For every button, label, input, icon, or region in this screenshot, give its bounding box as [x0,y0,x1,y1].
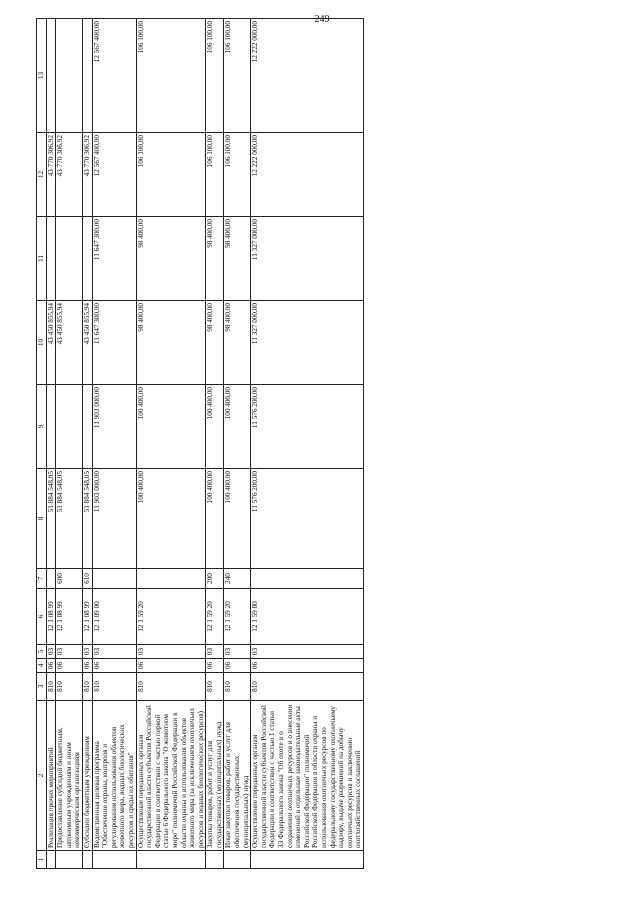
cell-code [136,569,206,589]
cell-value [56,19,83,133]
cell-value: 98 400,00 [224,217,251,301]
cell-value: 11 327 000,00 [251,217,364,301]
cell-value [82,217,92,301]
table-row [136,19,206,869]
cell-value [56,385,83,469]
cell-value: 100 400,00 [224,469,251,569]
cell-value: 98 400,00 [206,217,224,301]
cell-code: 12 1 59 20 [136,589,206,645]
cell-value: 43 770 306,92 [82,133,92,217]
header-cell: 1 [37,851,47,869]
cell-value: 11 647 300,00 [92,217,136,301]
cell-value: 51 884 548,05 [82,469,92,569]
cell-value [56,217,83,301]
budget-table-sheet [36,19,580,869]
cell-value: 98 400,00 [136,301,206,385]
table-row [224,19,251,869]
cell-code: 810 [224,673,251,701]
header-cell: 9 [37,385,47,469]
row-name: Ведомственная целевая программа "Обеспечение охраны, контроля и регулирования использования объектов животного мира, водных биологических ресурсов и среды их обитания" [92,701,136,851]
row-name: Осуществление переданных органам государственной власти субъектов Российской Федерации в соответствии с частью 1 статьи 33 Федерального закона "Об охоте и о сохранении охотничьих ресурсов и о внесении изменений в отдельные законодательные акты Российской Федерации" полномочий Российской Федерации в области охраны и использования охотничьих ресурсов по федеральному государственному охотничьему надзору, выдаче разрешений на добычу охотничьих ресурсов и заключению охотхозяйственных соглашений [251,701,364,851]
cell-value [46,217,56,301]
cell-code: 06 [251,659,364,673]
header-cell: 12 [37,133,47,217]
cell-code: 810 [82,673,92,701]
cell-value: 11 903 000,00 [92,385,136,469]
cell-value [46,385,56,469]
cell-value: 98 400,00 [224,301,251,385]
cell-code: 810 [46,673,56,701]
header-row [37,19,47,869]
header-cell: 7 [37,569,47,589]
cell-code: 03 [136,645,206,659]
cell-code: 03 [206,645,224,659]
cell-code: 06 [92,659,136,673]
row-name: Реализация прочих мероприятий [46,701,56,851]
cell-code [46,569,56,589]
cell-value: 106 100,00 [206,19,224,133]
cell-value: 106 100,00 [136,19,206,133]
cell-value: 100 400,00 [206,469,224,569]
header-cell: 3 [37,673,47,701]
cell-code: 03 [251,645,364,659]
cell-code: 06 [46,659,56,673]
cell-value: 43 770 306,92 [46,133,56,217]
cell-code: 810 [251,673,364,701]
cell-value [46,19,56,133]
cell-code: 810 [136,673,206,701]
budget-table [36,18,364,869]
cell-code: 12 1 59 20 [206,589,224,645]
cell-value: 43 450 855,94 [56,301,83,385]
cell-code: 810 [92,673,136,701]
cell-value: 12 222 000,00 [251,19,364,133]
cell-code: 12 1 59 80 [251,589,364,645]
cell-code: 12 1 09 00 [92,589,136,645]
cell-code: 810 [56,673,83,701]
cell-value: 100 400,00 [224,385,251,469]
cell-value: 106 100,00 [224,133,251,217]
cell-code: 03 [224,645,251,659]
cell-value: 11 647 300,00 [92,301,136,385]
header-cell: 10 [37,301,47,385]
cell-code: 06 [206,659,224,673]
cell-code: 200 [206,569,224,589]
header-cell: 8 [37,469,47,569]
cell-code: 06 [82,659,92,673]
cell-value [82,19,92,133]
cell-value: 12 567 400,00 [92,19,136,133]
header-cell: 6 [37,589,47,645]
cell-value: 51 884 548,05 [56,469,83,569]
row-name: Предоставление субсидий бюджетным, автономным учреждениям и иным некоммерческим организациям [56,701,83,851]
cell-value: 106 100,00 [136,133,206,217]
cell-code: 240 [224,569,251,589]
cell-value: 98 400,00 [136,217,206,301]
cell-code: 03 [82,645,92,659]
cell-value: 106 100,00 [206,133,224,217]
cell-value: 11 903 000,00 [92,469,136,569]
cell-value: 100 400,00 [136,469,206,569]
cell-value: 100 400,00 [136,385,206,469]
cell-value: 11 576 200,00 [251,469,364,569]
cell-code: 600 [56,569,83,589]
cell-value [82,385,92,469]
cell-code: 810 [206,673,224,701]
cell-value: 98 400,00 [206,301,224,385]
cell-code: 12 1 08 99 [56,589,83,645]
row-name: Осуществление переданных органам государственной власти субъектов Российской Федерации в соответствии с частью первой статьи 6 Федерального закона "О животном мире" полномочий Российской Федерации в области охраны и использования объектов животного мира (за исключением охотничьих ресурсов и водных биологических ресурсов) [136,701,206,851]
header-cell: 13 [37,19,47,133]
row-name: Субсидии бюджетным учреждениям [82,701,92,851]
cell-code: 06 [224,659,251,673]
row-name: Закупка товаров, работ и услуг для государственных (муниципальных) нужд [206,701,224,851]
table-row [251,19,364,869]
table-row [206,19,224,869]
cell-code [251,569,364,589]
header-cell: 5 [37,645,47,659]
row-name: Иные закупки товаров, работ и услуг для обеспечения государственных (муниципальных) нужд [224,701,251,851]
cell-value: 106 100,00 [224,19,251,133]
header-cell: 11 [37,217,47,301]
table-row [46,19,56,869]
cell-value: 43 770 306,92 [56,133,83,217]
cell-value: 100 400,00 [206,385,224,469]
cell-code: 610 [82,569,92,589]
cell-value: 12 567 400,00 [92,133,136,217]
cell-value: 11 576 200,00 [251,385,364,469]
cell-code: 03 [56,645,83,659]
cell-code: 06 [136,659,206,673]
cell-code: 03 [92,645,136,659]
table-row [56,19,83,869]
table-row [92,19,136,869]
cell-value: 43 450 855,94 [82,301,92,385]
header-cell: 4 [37,659,47,673]
cell-value: 51 884 548,05 [46,469,56,569]
table-row [82,19,92,869]
cell-code: 12 1 08 99 [82,589,92,645]
header-cell: 2 [37,701,47,851]
cell-value: 11 327 000,00 [251,301,364,385]
cell-code: 06 [56,659,83,673]
page-number: 249 [314,14,330,25]
cell-code: 03 [46,645,56,659]
cell-code: 12 1 59 20 [224,589,251,645]
cell-value: 12 222 000,00 [251,133,364,217]
cell-code: 12 1 08 99 [46,589,56,645]
cell-value: 43 450 855,94 [46,301,56,385]
cell-code [92,569,136,589]
